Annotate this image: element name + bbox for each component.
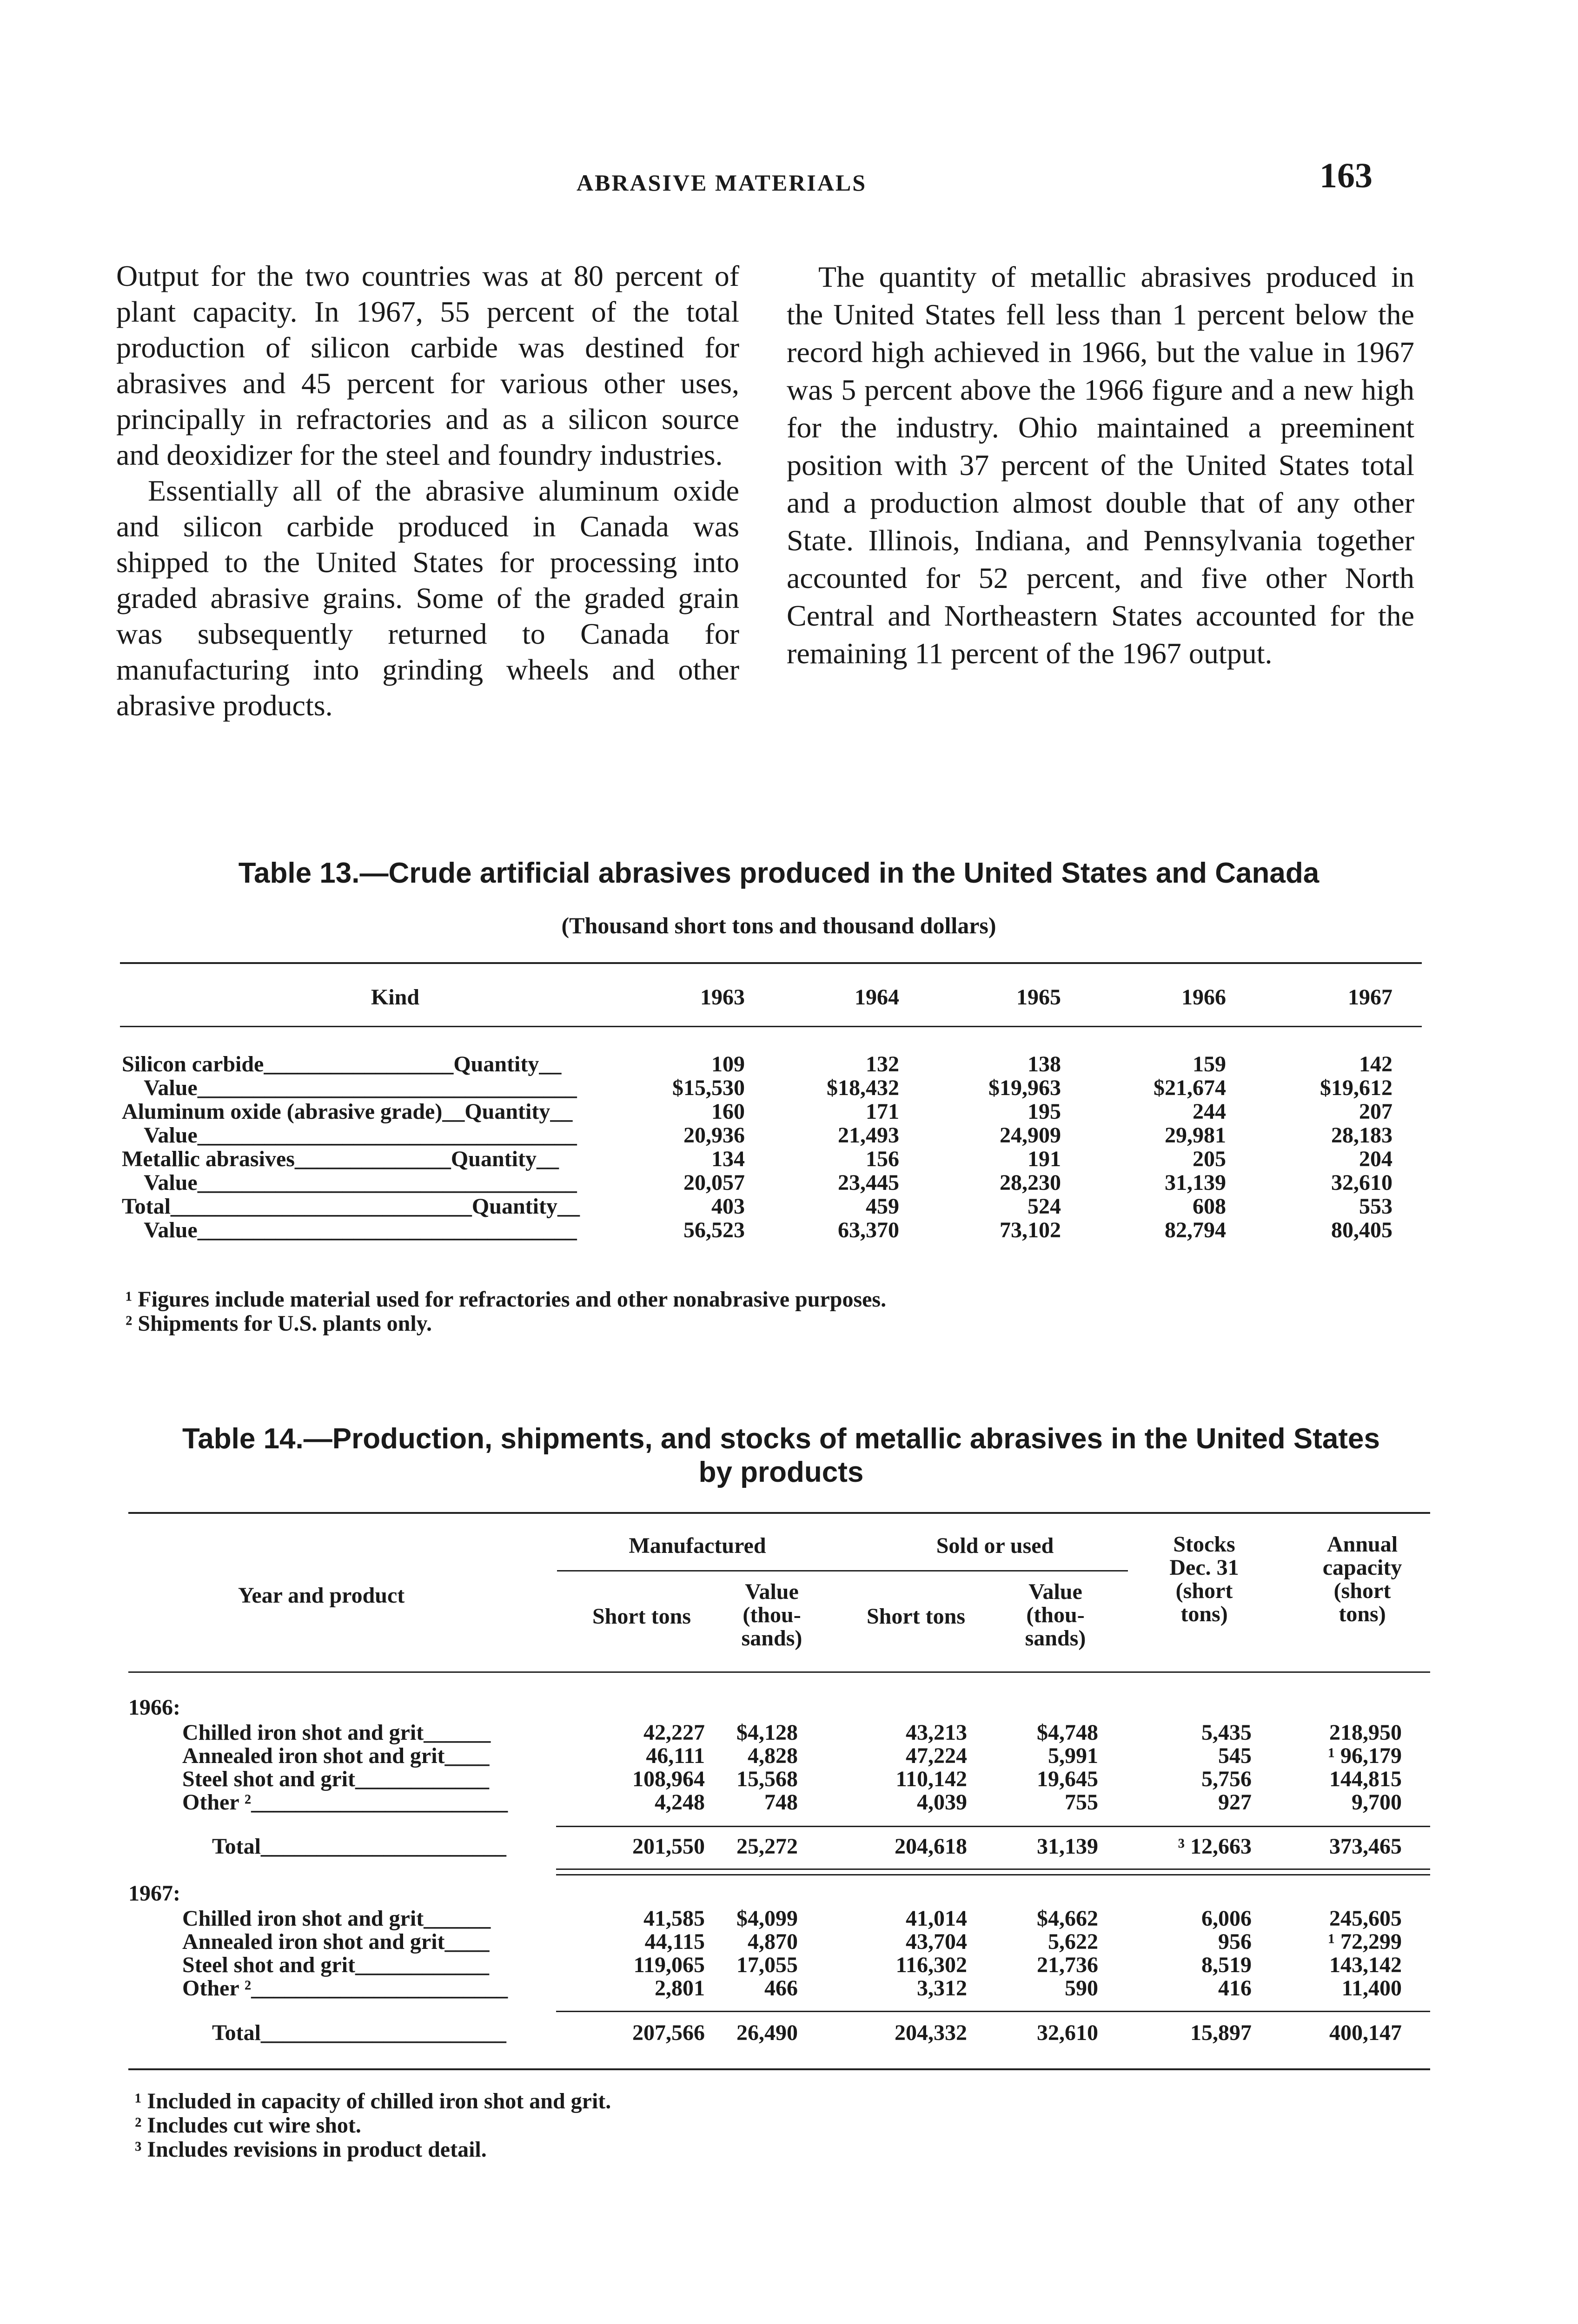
table14-total-cell: 25,272 <box>736 1834 798 1859</box>
table14-footnote-3: ³ Includes revisions in product detail. <box>135 2137 487 2162</box>
table13-cell: 459 <box>866 1194 899 1219</box>
table13-row-label: Total___________________________Quantity__ <box>122 1194 580 1219</box>
table14-cell: 927 <box>1218 1790 1252 1815</box>
table14-cell: 42,227 <box>643 1720 705 1745</box>
table14-total-label: Total______________________ <box>212 2020 506 2045</box>
table13-row-label: Value__________________________________ <box>122 1170 577 1195</box>
table13-cell: 63,370 <box>838 1218 899 1242</box>
table13-row-label: Aluminum oxide (abrasive grade)__Quantity__ <box>122 1099 573 1124</box>
table13-cell: 205 <box>1193 1147 1226 1171</box>
table14-total-cell: 26,490 <box>736 2020 798 2045</box>
table14-total-cell: 15,897 <box>1190 2020 1252 2045</box>
table13-cell: 207 <box>1359 1099 1392 1124</box>
table14-cell: 44,115 <box>644 1929 705 1954</box>
table13-cell: 28,230 <box>1000 1170 1061 1195</box>
table13-cell: 160 <box>711 1099 745 1124</box>
table13-header-1963: 1963 <box>700 985 745 1010</box>
left-paragraph-2: Essentially all of the abrasive aluminum oxide and silicon carbide produced in Canada was shipped to the United States for processing into graded abrasive grains. Some of the graded grain was subsequently returned to Canada for manufacturing into grinding wheels and other abrasive products. <box>116 474 739 722</box>
table14-cell: 110,142 <box>895 1767 967 1791</box>
table13-cell: 608 <box>1193 1194 1226 1219</box>
running-title: ABRASIVE MATERIALS <box>577 170 867 196</box>
table14-cell: $4,662 <box>1037 1906 1098 1931</box>
table14-row-label: Chilled iron shot and grit______ <box>182 1720 491 1745</box>
table13-cell: 132 <box>866 1052 899 1076</box>
table14-cell: 15,568 <box>736 1767 798 1791</box>
table14-total-cell: ³ 12,663 <box>1178 1834 1252 1859</box>
table13-cell: 156 <box>866 1147 899 1171</box>
table14-group-manufactured: Manufactured <box>629 1533 766 1558</box>
table14-row-label: Steel shot and grit____________ <box>182 1767 489 1791</box>
table14-total-cell: 204,332 <box>895 2020 967 2045</box>
table14-cell: 119,065 <box>633 1953 705 1977</box>
table14-cell: 755 <box>1065 1790 1098 1815</box>
table13-cell: 191 <box>1028 1147 1061 1171</box>
table13-cell: 28,183 <box>1331 1123 1392 1148</box>
table14-cell: 4,039 <box>917 1790 967 1815</box>
table13-cell: $21,674 <box>1154 1076 1226 1100</box>
table14-cell: 41,585 <box>643 1906 705 1931</box>
table14-total-cell: 31,139 <box>1037 1834 1098 1859</box>
table14-cell: ¹ 72,299 <box>1328 1929 1402 1954</box>
table13-cell: 524 <box>1028 1194 1061 1219</box>
table13-cell: 24,909 <box>1000 1123 1061 1148</box>
table13-header-1966: 1966 <box>1181 985 1226 1010</box>
table14-col-value-mfg: Value (thou- sands) <box>741 1579 802 1651</box>
table14-total-cell: 32,610 <box>1037 2020 1098 2045</box>
table14-year-1967: 1967: <box>128 1881 180 1906</box>
page-number: 163 <box>1319 156 1372 195</box>
table13-cell: 134 <box>711 1147 745 1171</box>
table14-cell: 6,006 <box>1201 1906 1252 1931</box>
table14-col-short-tons-sold: Short tons <box>866 1604 966 1629</box>
table13-cell: 23,445 <box>838 1170 899 1195</box>
table13-header-1964: 1964 <box>855 985 899 1010</box>
table14-total-cell: 201,550 <box>632 1834 705 1859</box>
table14-cell: 5,991 <box>1048 1743 1098 1768</box>
table13-header-1965: 1965 <box>1016 985 1061 1010</box>
table13-cell: 195 <box>1028 1099 1061 1124</box>
table13-row-label: Silicon carbide_________________Quantity__ <box>122 1052 562 1076</box>
table14-cell: 5,622 <box>1048 1929 1098 1954</box>
right-paragraph-1: The quantity of metallic abrasives produced in the United States fell less than 1 percent below the record high achieved in 1966, but the value in 1967 was 5 percent above the 1966 figure and a new high for the industry. Ohio maintained a preeminent position with 37 percent of the United States total and a production almost double that of any other State. Illinois, Indiana, and Pennsylvania together accounted for 52 percent, and five other North Central and Northeastern States accounted for the remaining 11 percent of the 1967 output. <box>787 260 1414 670</box>
table14-cell: 41,014 <box>906 1906 967 1931</box>
table13-cell: 171 <box>866 1099 899 1124</box>
table13-row-label: Metallic abrasives______________Quantity__ <box>122 1147 559 1171</box>
table14-cell: 5,756 <box>1201 1767 1252 1791</box>
table14-cell: 2,801 <box>655 1976 705 2000</box>
table14-cell: 4,248 <box>655 1790 705 1815</box>
table14-subtotal-rule-1967 <box>556 2011 1430 2012</box>
table14-row-label: Steel shot and grit____________ <box>182 1953 489 1977</box>
table14-cell: $4,128 <box>736 1720 798 1745</box>
table14-footnote-2: ² Includes cut wire shot. <box>135 2113 361 2138</box>
table14-cell: 9,700 <box>1352 1790 1402 1815</box>
table14-cell: 43,704 <box>906 1929 967 1954</box>
table14-cell: 19,645 <box>1037 1767 1098 1791</box>
table14-caption-line2: by products <box>698 1456 864 1488</box>
table13-cell: $18,432 <box>827 1076 899 1100</box>
table13-cell: 553 <box>1359 1194 1392 1219</box>
table14-row-label: Annealed iron shot and grit____ <box>182 1743 490 1768</box>
table13-cell: $19,612 <box>1320 1076 1392 1100</box>
table13-cell: 32,610 <box>1331 1170 1392 1195</box>
table14-footnote-1: ¹ Included in capacity of chilled iron shot and grit. <box>135 2089 611 2113</box>
left-paragraph-1: Output for the two countries was at 80 percent of plant capacity. In 1967, 55 percent of the total production of silicon carbide was destined for abrasives and 45 percent for various other uses, principally in refractories and as a silicon source and deoxidizer for the steel and foundry industries. <box>116 259 739 471</box>
table13-cell: 244 <box>1193 1099 1226 1124</box>
table14-subtotal-rule-1966 <box>556 1826 1430 1827</box>
table13-cell: 20,057 <box>683 1170 745 1195</box>
table14-header-rule <box>128 1671 1430 1673</box>
table14-cell: 46,111 <box>646 1743 705 1768</box>
table13-cell: $19,963 <box>988 1076 1061 1100</box>
table14-cell: $4,748 <box>1037 1720 1098 1745</box>
table14-cell: 11,400 <box>1341 1976 1402 2000</box>
table14-cell: 43,213 <box>906 1720 967 1745</box>
table14-cell: 245,605 <box>1329 1906 1402 1931</box>
table13-cell: 142 <box>1359 1052 1392 1076</box>
table14-cell: 590 <box>1065 1976 1098 2000</box>
table13-cell: $15,530 <box>672 1076 745 1100</box>
table13-cell: 159 <box>1193 1052 1226 1076</box>
table14-row-label: Annealed iron shot and grit____ <box>182 1929 490 1954</box>
table13-subcaption: (Thousand short tons and thousand dollars) <box>561 912 996 938</box>
table14-cell: 21,736 <box>1037 1953 1098 1977</box>
table14-row-label: Chilled iron shot and grit______ <box>182 1906 491 1931</box>
table13-cell: 29,981 <box>1165 1123 1226 1148</box>
table13-header-kind: Kind <box>371 985 420 1010</box>
table13-cell: 73,102 <box>1000 1218 1061 1242</box>
table14-cell: 545 <box>1218 1743 1252 1768</box>
table13-row-label: Value__________________________________ <box>122 1218 577 1242</box>
table14-cell: 748 <box>764 1790 798 1815</box>
table14-cell: 47,224 <box>906 1743 967 1768</box>
table14-col-stocks: Stocks Dec. 31 (short tons) <box>1169 1532 1239 1626</box>
table14-cell: 956 <box>1218 1929 1252 1954</box>
table14-row-label: Other ²_______________________ <box>182 1976 508 2000</box>
table14-cell: 143,142 <box>1329 1953 1402 1977</box>
table13-footnote-1: ¹ Figures include material used for refractories and other nonabrasive purposes. <box>126 1287 887 1312</box>
table13-header-1967: 1967 <box>1348 985 1392 1010</box>
table14-cell: 144,815 <box>1329 1767 1402 1791</box>
table13-cell: 56,523 <box>683 1218 745 1242</box>
table14-cell: 466 <box>764 1976 798 2000</box>
table14-cell: 8,519 <box>1201 1953 1252 1977</box>
table13-row-label: Value__________________________________ <box>122 1123 577 1148</box>
table13-cell: 204 <box>1359 1147 1392 1171</box>
table14-group-rule <box>557 1570 1128 1571</box>
table14-total-label: Total______________________ <box>212 1834 506 1859</box>
table14-cell: 416 <box>1218 1976 1252 2000</box>
table13-caption: Table 13.—Crude artificial abrasives produced in the United States and Canada <box>238 857 1319 889</box>
right-column <box>787 258 1414 672</box>
table14-col-capacity: Annual capacity (short tons) <box>1322 1532 1402 1626</box>
table13-footnote-2: ² Shipments for U.S. plants only. <box>126 1311 432 1336</box>
table14-year-1966: 1966: <box>128 1695 180 1720</box>
table14-cell: 116,302 <box>895 1953 967 1977</box>
table14-bottom-rule <box>128 2068 1430 2070</box>
table13-cell: 109 <box>711 1052 745 1076</box>
table14-row-label: Other ²_______________________ <box>182 1790 508 1815</box>
table13-cell: 31,139 <box>1165 1170 1226 1195</box>
left-column <box>116 258 739 723</box>
table14-total-cell: 207,566 <box>632 2020 705 2045</box>
table14-cell: 108,964 <box>632 1767 705 1791</box>
table14-double-rule-a <box>556 1868 1430 1870</box>
table13-cell: 403 <box>711 1194 745 1219</box>
table14-col-short-tons-mfg: Short tons <box>592 1604 691 1629</box>
table14-double-rule-b <box>556 1874 1430 1875</box>
table13-cell: 20,936 <box>683 1123 745 1148</box>
table14-caption-line1: Table 14.—Production, shipments, and stocks of metallic abrasives in the United States <box>182 1423 1380 1455</box>
table14-cell: 4,870 <box>748 1929 798 1954</box>
table14-total-cell: 400,147 <box>1329 2020 1402 2045</box>
table13-cell: 138 <box>1028 1052 1061 1076</box>
table14-cell: 17,055 <box>736 1953 798 1977</box>
table14-col-value-sold: Value (thou- sands) <box>1025 1579 1086 1651</box>
table14-cell: 218,950 <box>1329 1720 1402 1745</box>
table13-row-label: Value__________________________________ <box>122 1076 577 1100</box>
table14-total-cell: 204,618 <box>895 1834 967 1859</box>
table13-top-rule <box>120 962 1422 964</box>
table13-header-rule <box>120 1026 1422 1027</box>
table14-total-cell: 373,465 <box>1329 1834 1402 1859</box>
table13-cell: 21,493 <box>838 1123 899 1148</box>
table14-col-year-product: Year and product <box>238 1583 405 1608</box>
table14-cell: $4,099 <box>736 1906 798 1931</box>
table13-cell: 80,405 <box>1331 1218 1392 1242</box>
table14-cell: 5,435 <box>1201 1720 1252 1745</box>
table14-group-sold: Sold or used <box>936 1533 1054 1558</box>
table14-cell: ¹ 96,179 <box>1328 1743 1402 1768</box>
table13-cell: 82,794 <box>1165 1218 1226 1242</box>
table14-cell: 3,312 <box>917 1976 967 2000</box>
table14-top-rule <box>128 1512 1430 1514</box>
table14-cell: 4,828 <box>748 1743 798 1768</box>
